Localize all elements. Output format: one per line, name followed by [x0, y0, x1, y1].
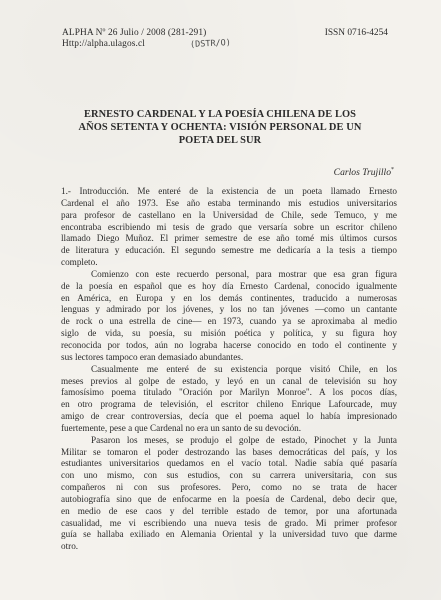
paragraph	[61, 364, 397, 435]
text-line: compañeros ni con sus profesores. Pero, como no se trata de hacer	[61, 482, 397, 493]
text-line: siglo de vida, su poesía, su misión poética y política, y su figura hoy	[61, 328, 397, 339]
text-line: reconocida por todos, aún no lograba hacerse conocido en todo el continente y	[61, 339, 397, 350]
text-line: en medio de ese caos y del terrible estado de temor, por una afortunada	[61, 505, 397, 516]
paragraph	[61, 269, 397, 364]
text-line: Militar se tomaron el poder destrozando las bases democráticas del país, y los	[61, 446, 397, 457]
text-line: casualidad, me vi escribiendo una nueva tesis de grado. Mi primer profesor	[61, 517, 397, 528]
paragraph	[61, 435, 397, 553]
text-line: guía se hallaba exiliado en Alemania Oriental y la universidad tuvo que darme	[61, 529, 397, 540]
issn-label: ISSN 0716-4254	[324, 28, 388, 38]
text-line: sus lectores tampoco eran demasiado abundantes.	[61, 351, 244, 362]
text-line: 1.- Introducción. Me enteré de la existencia de un poeta llamado Ernesto	[61, 186, 397, 196]
text-line: Casualmente me enteré de su existencia porque visitó Chile, en los	[91, 363, 397, 374]
text-line: completo.	[61, 257, 98, 268]
text-line: en otro programa de televisión, el escritor chileno Enrique Lafourcade, muy	[61, 399, 397, 410]
paragraph	[61, 186, 397, 269]
article-title	[70, 108, 370, 147]
text-line: llamado Diego Muñoz. El primer semestre de ese año tomé mis últimos cursos	[61, 233, 397, 244]
text-line: autobiografía sino que de enfocarme en la poesía de Cardenal, debo decir que,	[61, 493, 397, 504]
text-line: Pasaron los meses, se produjo el golpe de estado, Pinochet y la Junta	[91, 434, 397, 445]
text-line: meses previos al golpe de estado, y leyó en un canal de televisión su hoy	[61, 375, 397, 386]
text-line: Comienzo con este recuerdo personal, para mostrar que esa gran figura	[91, 268, 397, 279]
text-line: con uno mismo, con sus estudios, con su carrera universitaria, con sus	[61, 470, 397, 481]
journal-header	[62, 28, 206, 50]
text-line: famosísimo poema titulado "Oración por Marilyn Monroe". A los pocos días,	[61, 387, 397, 398]
author-byline	[334, 167, 394, 178]
text-line: otro.	[61, 541, 79, 552]
author-name: Carlos Trujillo	[333, 167, 391, 179]
text-line: amigo de crear controversias, decía que el poema aquel lo había impresionado	[61, 411, 397, 422]
text-line: en América, en Europa y en los demás continentes, traducido a numerosas	[61, 292, 397, 303]
handwritten-annotation: (DSTR/O)	[189, 37, 232, 51]
title-line: ERNESTO CARDENAL Y LA POESÍA CHILENA DE LOS	[83, 109, 357, 120]
journal-citation: ALPHA Nº 26 Julio / 2008 (281-291)	[62, 28, 207, 38]
text-line: de rock o una estrella de cine— en 1973, cuando ya se aproximaba al medio	[61, 316, 397, 327]
text-line: encontraba escribiendo mi tesis de grado que versaría sobre un escritor chileno	[61, 221, 397, 232]
text-line: de la poesía en español que es hoy día Ernesto Cardenal, conocido igualmente	[61, 280, 397, 291]
text-line: estudiantes universitarios quedamos en el vacío total. Nadie sabía qué pasaría	[61, 458, 397, 469]
footnote-marker: *	[391, 167, 394, 173]
article-body	[61, 186, 397, 553]
text-line: Cardenal el año 1973. Ese año estaba terminando mis estudios universitarios	[61, 197, 397, 208]
text-line: de literatura y educación. El segundo semestre me dedicaría a la tesis a tiempo	[61, 245, 397, 256]
text-line: para profesor de castellano en la Universidad de Chile, sede Temuco, y me	[61, 209, 397, 220]
journal-url[interactable]: Http://alpha.ulagos.cl	[62, 39, 145, 49]
text-line: fuertemente, pese a que Cardenal no era un santo de su devoción.	[61, 422, 302, 433]
title-line: AÑOS SETENTA Y OCHENTA: VISIÓN PERSONAL DE UN	[78, 122, 362, 133]
title-line: POETA DEL SUR	[178, 135, 262, 146]
text-line: lenguas y admirado por los jóvenes, y los no tan jóvenes —como un cantante	[61, 304, 397, 315]
